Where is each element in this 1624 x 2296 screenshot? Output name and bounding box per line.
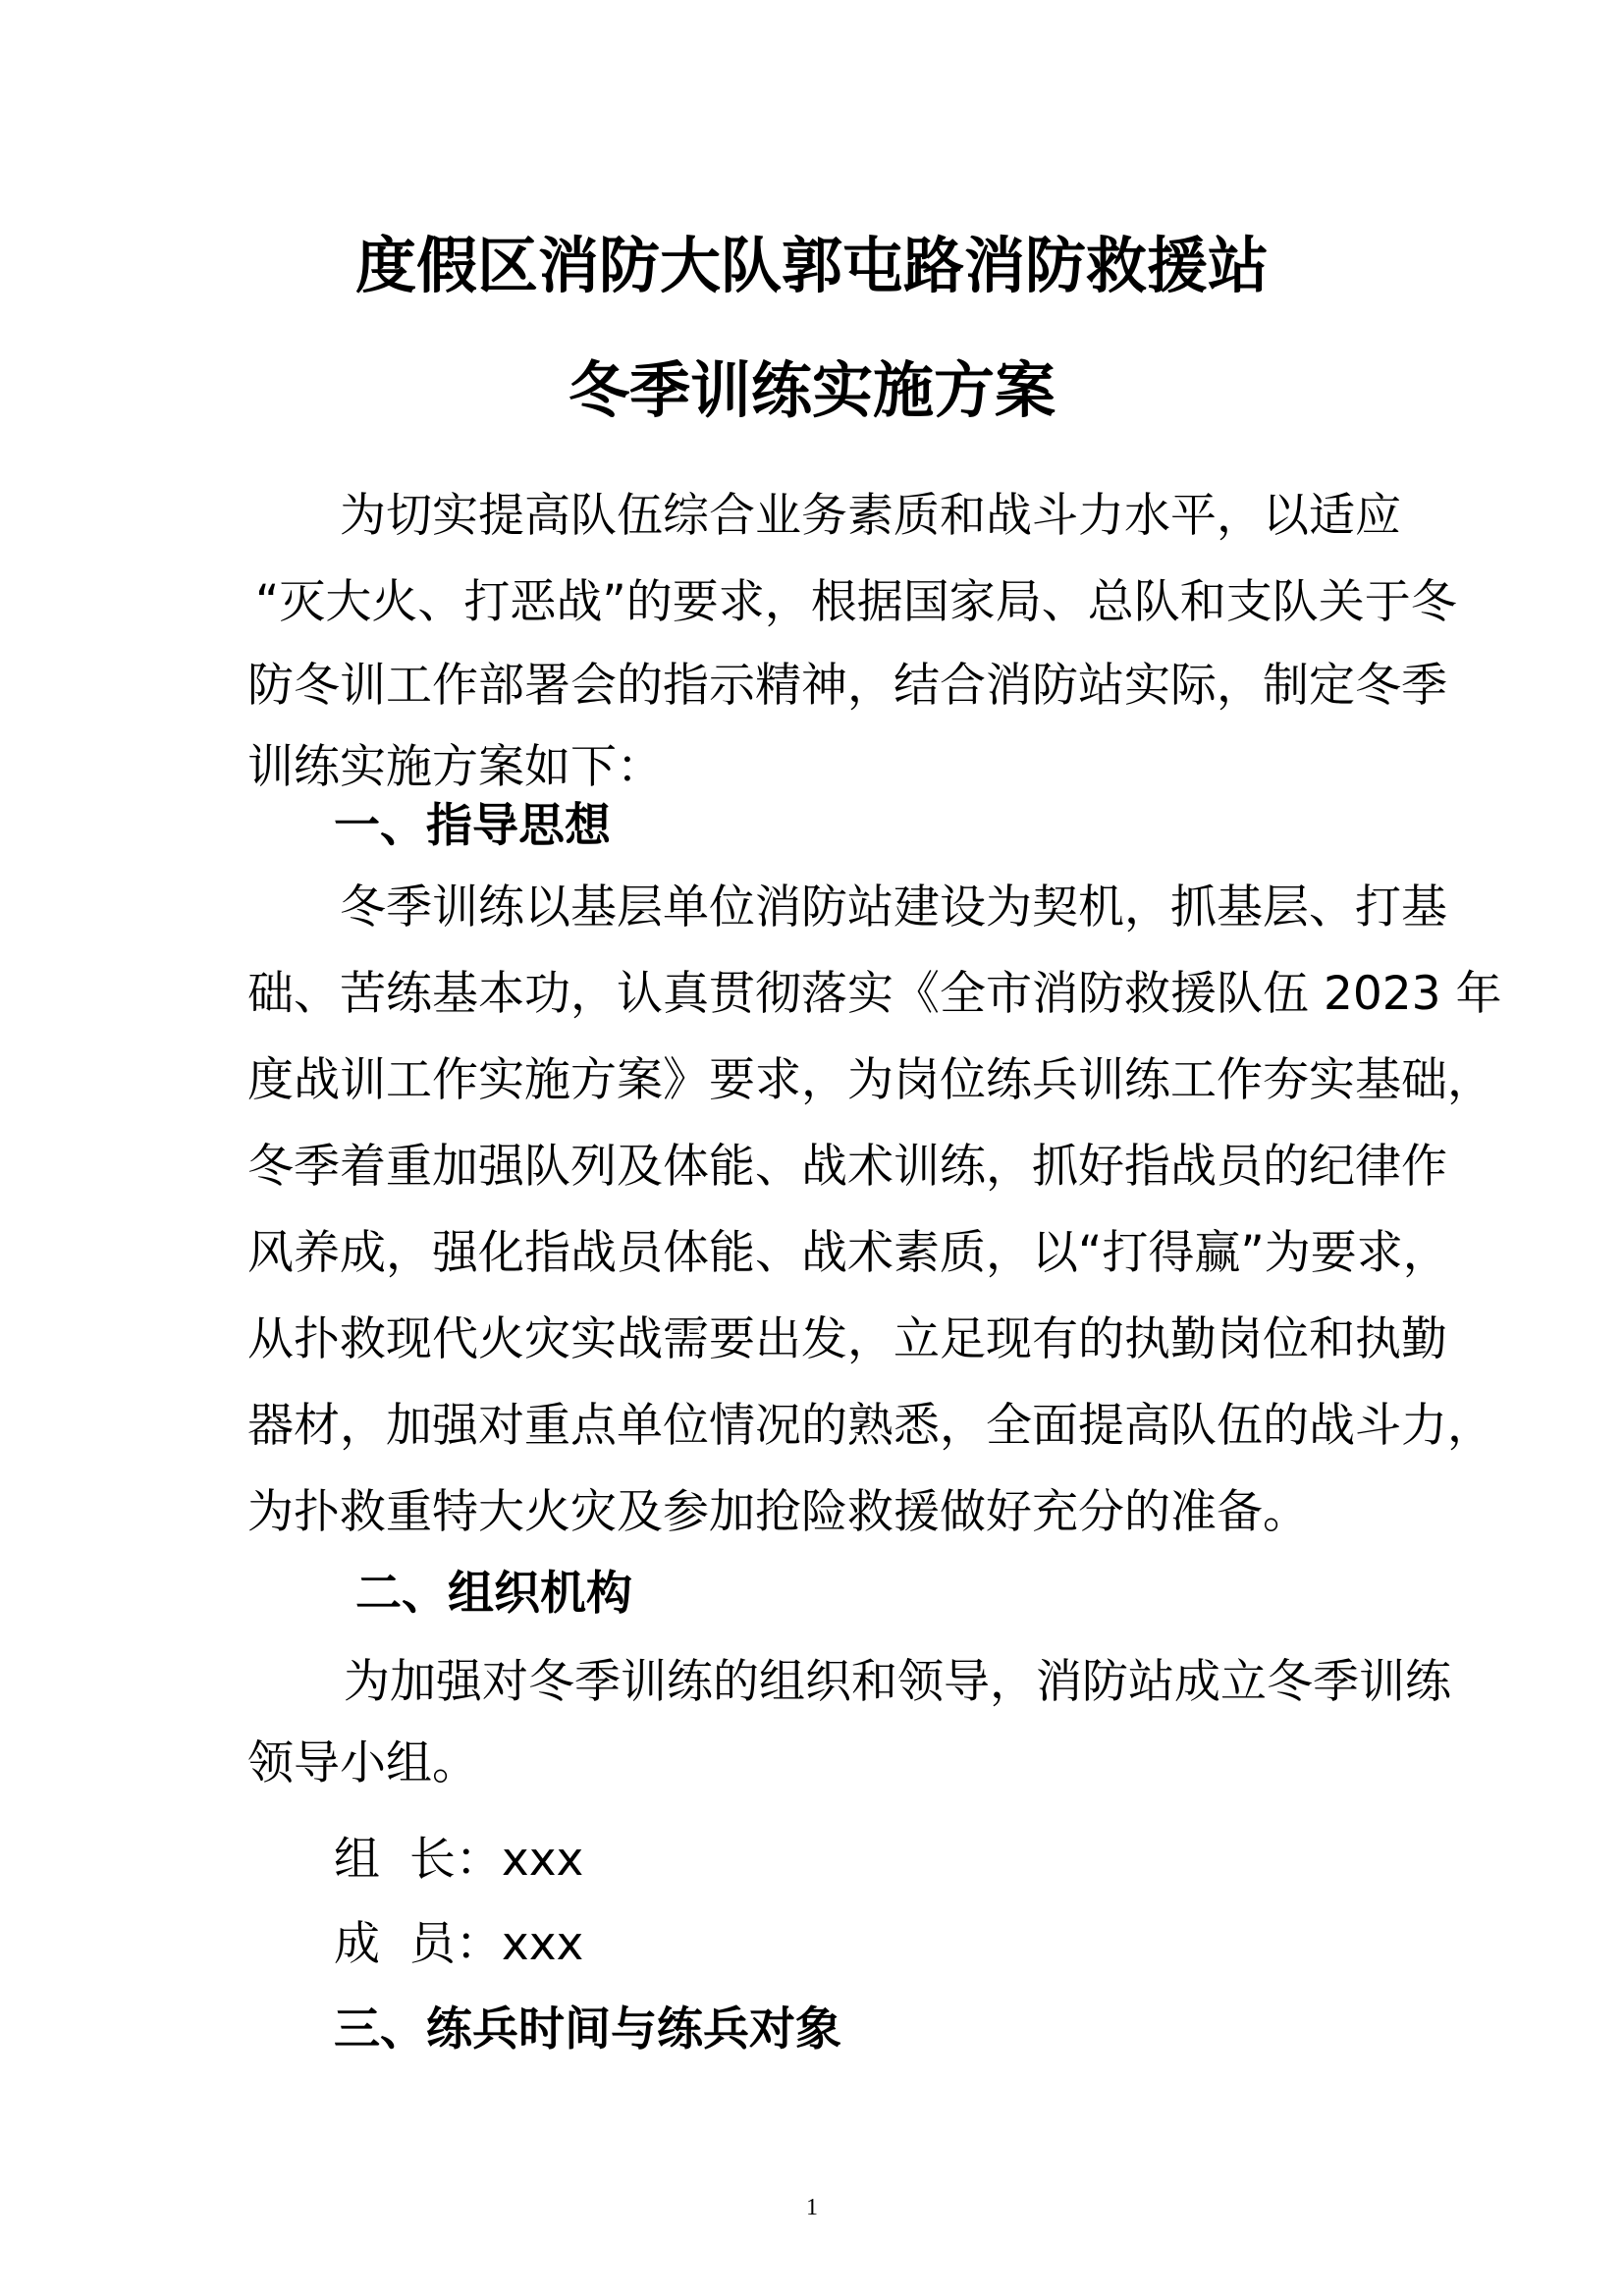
- page-number: 1: [806, 2195, 818, 2220]
- section-1-line: 从扑救现代火灾实战需要出发，立足现有的执勤岗位和执勤: [247, 1312, 1447, 1366]
- section-1-line: 器材，加强对重点单位情况的熟悉，全面提高队伍的战斗力，: [247, 1399, 1493, 1453]
- section-1-line: 度战训工作实施方案》要求，为岗位练兵训练工作夯实基础，: [247, 1053, 1493, 1107]
- section-1-line: 冬季训练以基层单位消防站建设为契机，抓基层、打基: [340, 881, 1447, 934]
- section-2-line: 为加强对冬季训练的组织和领导，消防站成立冬季训练: [344, 1655, 1451, 1709]
- intro-line: 为切实提高队伍综合业务素质和战斗力水平，以适应: [340, 489, 1401, 543]
- section-2-heading: 二、组织机构: [355, 1567, 632, 1621]
- section-1-line: 为扑救重特大火灾及参加抢险救援做好充分的准备。: [247, 1485, 1309, 1539]
- group-leader: 组 长：xxx: [334, 1833, 584, 1887]
- document-title-line-2: 冬季训练实施方案: [568, 354, 1056, 426]
- intro-line: “灭大火、打恶战”的要求，根据国家局、总队和支队关于冬: [255, 575, 1457, 629]
- section-2-line: 领导小组。: [247, 1736, 478, 1790]
- section-3-heading: 三、练兵时间与练兵对象: [334, 2002, 841, 2056]
- section-1-line: 冬季着重加强队列及体能、战术训练，抓好指战员的纪律作: [247, 1140, 1447, 1194]
- section-1-line: 础、苦练基本功，认真贯彻落实《全市消防救援队伍 2023 年: [247, 967, 1502, 1021]
- document-title-line-1: 度假区消防大队郭屯路消防救援站: [354, 230, 1269, 301]
- intro-line: 训练实施方案如下：: [247, 740, 663, 794]
- section-1-line: 风养成，强化指战员体能、战术素质，以“打得赢”为要求，: [247, 1226, 1449, 1280]
- group-members: 成 员：xxx: [334, 1917, 584, 1971]
- intro-line: 防冬训工作部署会的指示精神，结合消防站实际，制定冬季: [247, 659, 1447, 713]
- section-1-heading: 一、指导思想: [334, 799, 611, 853]
